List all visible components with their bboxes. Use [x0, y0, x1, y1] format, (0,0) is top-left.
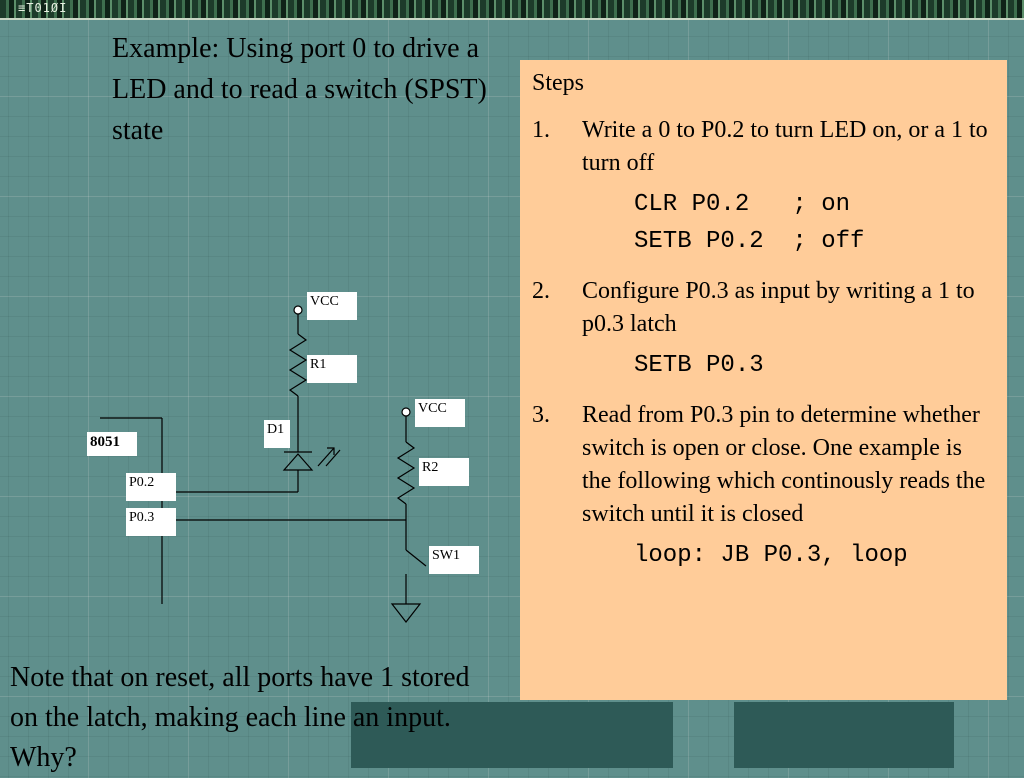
vcc2-terminal: [402, 408, 410, 416]
step-item: [532, 399, 997, 531]
p02-label: P0.2: [126, 473, 176, 501]
code-line: CLR P0.2 ; on: [634, 191, 851, 218]
code-line: loop: JB P0.3, loop: [634, 542, 908, 569]
step-item: [532, 275, 997, 341]
resistor-r1: [290, 334, 306, 396]
step-number: 1.: [532, 117, 550, 143]
step-text: Read from P0.3 pin to determine whether switch is open or close. One example is the following which continously reads the switch until it is closed: [582, 402, 986, 527]
reset-note: Note that on reset, all ports have 1 stored on the latch, making each line an input. Why?: [10, 662, 470, 773]
led-triangle: [284, 454, 312, 470]
steps-panel: [520, 60, 1007, 700]
step-text: Write a 0 to P0.2 to turn LED on, or a 1 to turn off: [582, 117, 988, 176]
d1-label: D1: [264, 420, 290, 448]
resistor-r2: [398, 442, 414, 504]
switch-sw1: [406, 550, 426, 566]
ground-symbol: [392, 604, 420, 622]
step-number: 2.: [532, 278, 550, 304]
step-number: 3.: [532, 402, 550, 428]
code-line: SETB P0.3: [634, 352, 764, 379]
chip-label: 8051: [87, 432, 137, 456]
r2-label: R2: [419, 458, 469, 486]
vcc1-terminal: [294, 306, 302, 314]
sw1-label: SW1: [429, 546, 479, 574]
r1-label: R1: [307, 355, 357, 383]
steps-heading: Steps: [532, 70, 585, 96]
slide-title: Example: Using port 0 to drive a LED and to read a switch (SPST) state: [112, 33, 487, 146]
vcc2-label: VCC: [415, 399, 465, 427]
strip-text: ≡T01ØI: [18, 1, 68, 15]
code-line: SETB P0.2 ; off: [634, 228, 865, 255]
step-text: Configure P0.3 as input by writing a 1 to p0.3 latch: [582, 278, 975, 337]
decorative-panel-right: [734, 702, 954, 768]
p03-label: P0.3: [126, 508, 176, 536]
vcc1-label: VCC: [307, 292, 357, 320]
led-arrow-1: [318, 448, 334, 466]
step-item: [532, 114, 997, 180]
